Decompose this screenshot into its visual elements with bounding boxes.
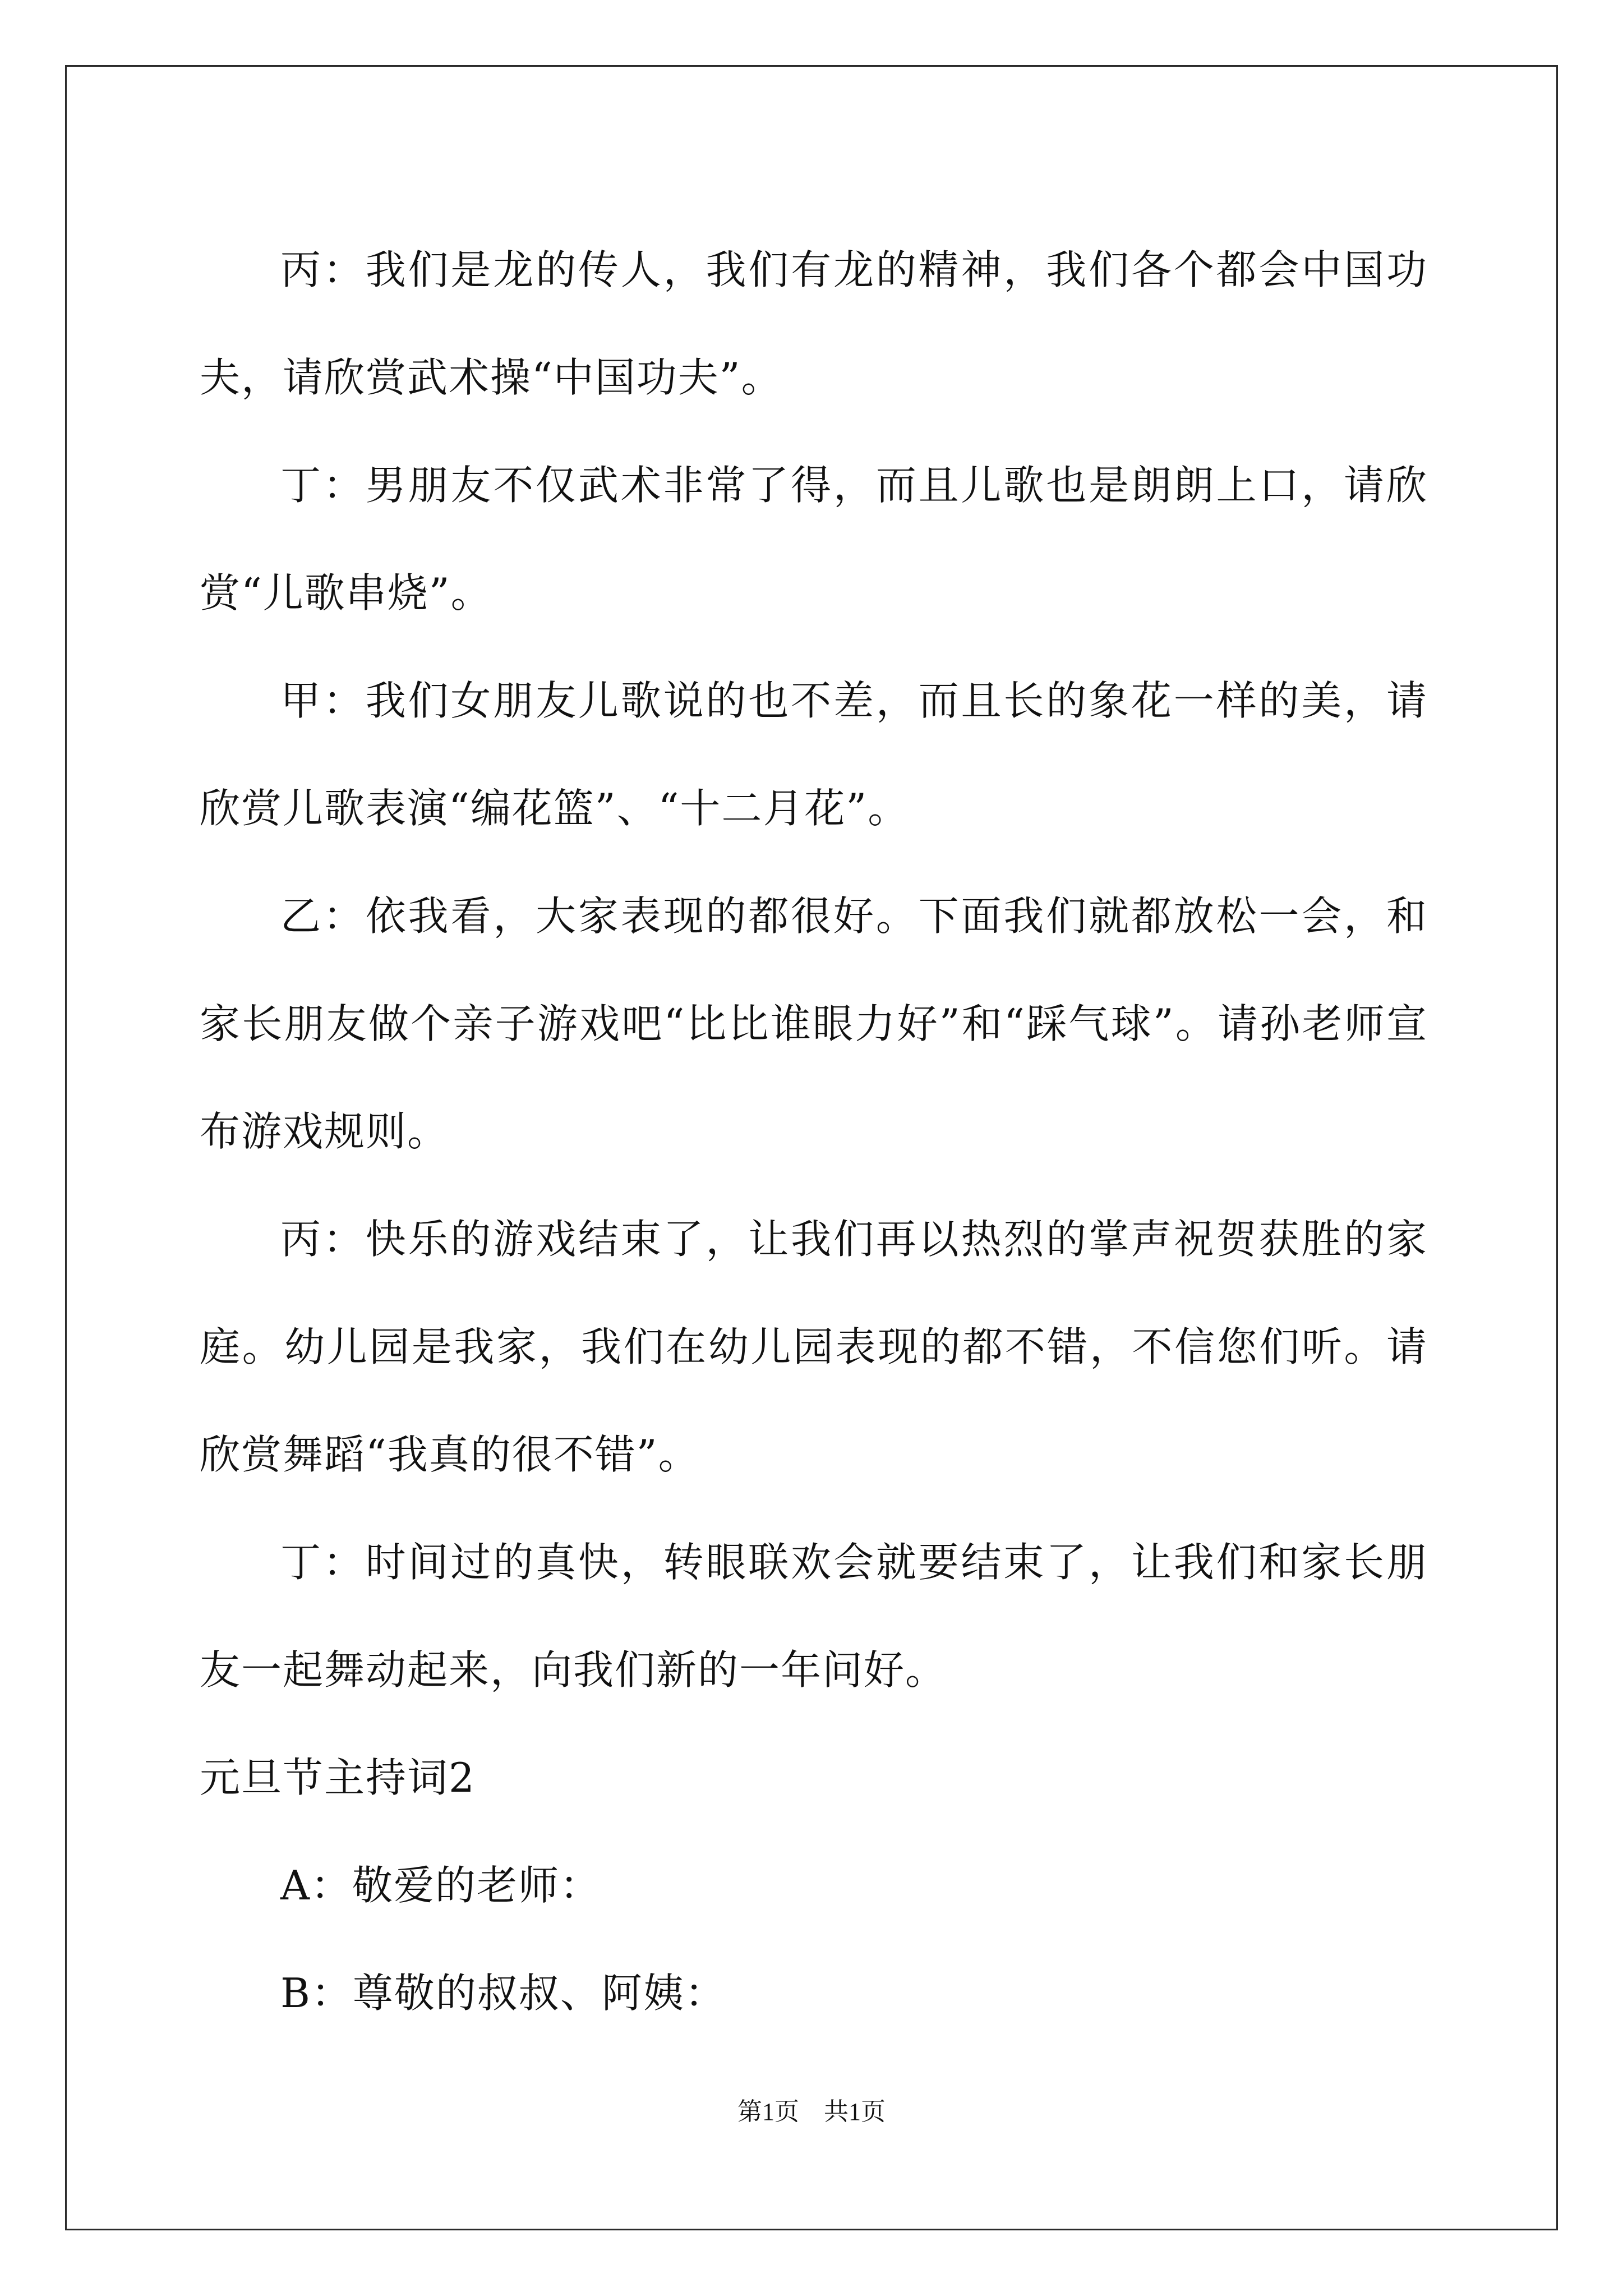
document-body <box>200 216 1428 2047</box>
paragraph-4: 乙：依我看，大家表现的都很好。下面我们就都放松一会，和家长朋友做个亲子游戏吧“比比谁眼力好”和“踩气球”。请孙老师宣布游戏规则。 <box>200 892 1428 1155</box>
closing-line-1: A：敬爱的老师： <box>280 1862 601 1909</box>
paragraph-5: 丙：快乐的游戏结束了，让我们再以热烈的掌声祝贺获胜的家庭。幼儿园是我家，我们在幼儿园表现的都不错，不信您们听。请欣赏舞蹈“我真的很不错”。 <box>200 1216 1428 1478</box>
closing-line-2: B：尊敬的叔叔、阿姨： <box>280 1970 726 2017</box>
paragraph-6: 丁：时间过的真快，转眼联欢会就要结束了，让我们和家长朋友一起舞动起来，向我们新的一年问好。 <box>200 1539 1428 1694</box>
paragraph-3: 甲：我们女朋友儿歌说的也不差，而且长的象花一样的美，请欣赏儿歌表演“编花篮”、“十二月花”。 <box>200 677 1428 832</box>
page-footer: 第1页 共1页 <box>737 2098 886 2125</box>
section-heading: 元旦节主持词2 <box>200 1754 476 1801</box>
paragraph-2: 丁：男朋友不仅武术非常了得，而且儿歌也是朗朗上口，请欣赏“儿歌串烧”。 <box>200 462 1428 616</box>
paragraph-1: 丙：我们是龙的传人，我们有龙的精神，我们各个都会中国功夫，请欣赏武术操“中国功夫”。 <box>200 246 1428 401</box>
